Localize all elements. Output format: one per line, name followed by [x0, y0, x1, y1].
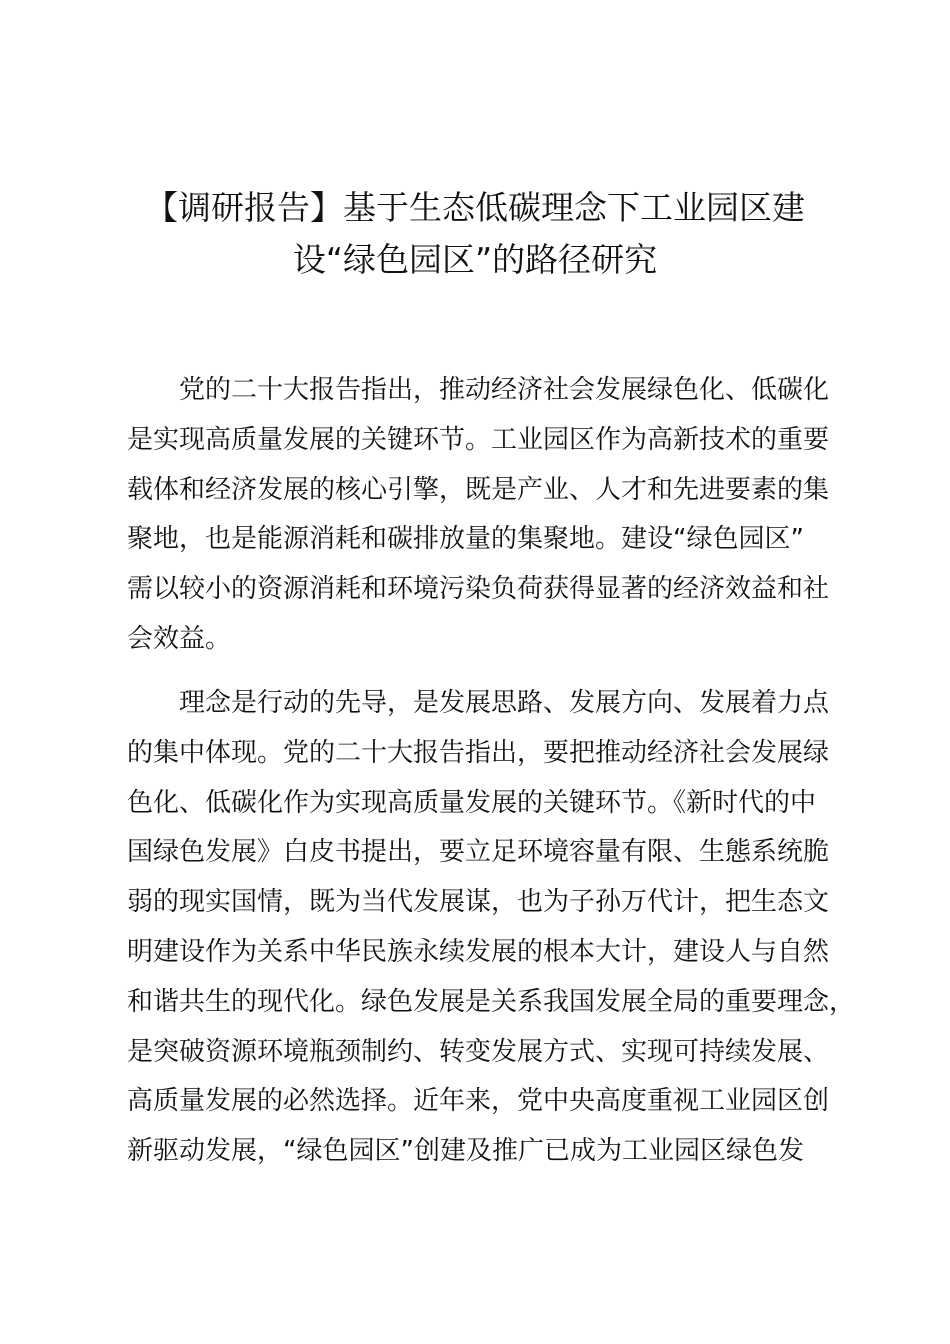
paragraph-line: 理念是行动的先导，是发展思路、发展方向、发展着力点 [127, 688, 830, 718]
paragraph-line: 需以较小的资源消耗和环境污染负荷获得显著的经济效益和社 [127, 574, 830, 605]
paragraph-line: 国绿色发展》白皮书提出，要立足环境容量有限、生態系统脆 [127, 837, 830, 868]
title-line-1: 【调研报告】基于生态低碳理念下工业园区建 [145, 188, 805, 227]
paragraph-line: 弱的现实国情，既为当代发展谋，也为子孙万代计，把生态文 [127, 887, 830, 918]
paragraph-line: 新驱动发展，“绿色园区”创建及推广已成为工业园区绿色发 [127, 1136, 804, 1167]
paragraph-line: 高质量发展的必然选择。近年来，党中央高度重视工业园区创 [127, 1086, 830, 1117]
document-title [100, 182, 850, 286]
paragraph-line: 是突破资源环境瓶颈制约、转变发展方式、实现可持续发展、 [127, 1036, 830, 1067]
title-line-2: 设“绿色园区”的路径研究 [292, 240, 658, 279]
paragraph-line: 聚地，也是能源消耗和碳排放量的集聚地。建设“绿色园区” [127, 524, 804, 555]
paragraph-line: 是实现高质量发展的关键环节。工业园区作为高新技术的重要 [127, 424, 830, 455]
paragraph-line: 和谐共生的现代化。绿色发展是关系我国发展全局的重要理念， [127, 986, 856, 1017]
paragraph-line: 会效益。 [127, 623, 232, 654]
paragraph-2 [127, 679, 856, 1177]
paragraph-line: 载体和经济发展的核心引擎，既是产业、人才和先进要素的集 [127, 474, 830, 505]
paragraph-line: 党的二十大报告指出，推动经济社会发展绿色化、低碳化 [127, 375, 830, 405]
paragraph-1 [127, 366, 847, 665]
paragraph-line: 明建设作为关系中华民族永续发展的根本大计，建设人与自然 [127, 936, 830, 967]
paragraph-line: 的集中体现。党的二十大报告指出，要把推动经济社会发展绿 [127, 737, 830, 768]
paragraph-line: 色化、低碳化作为实现高质量发展的关键环节。《新时代的中 [127, 787, 817, 818]
